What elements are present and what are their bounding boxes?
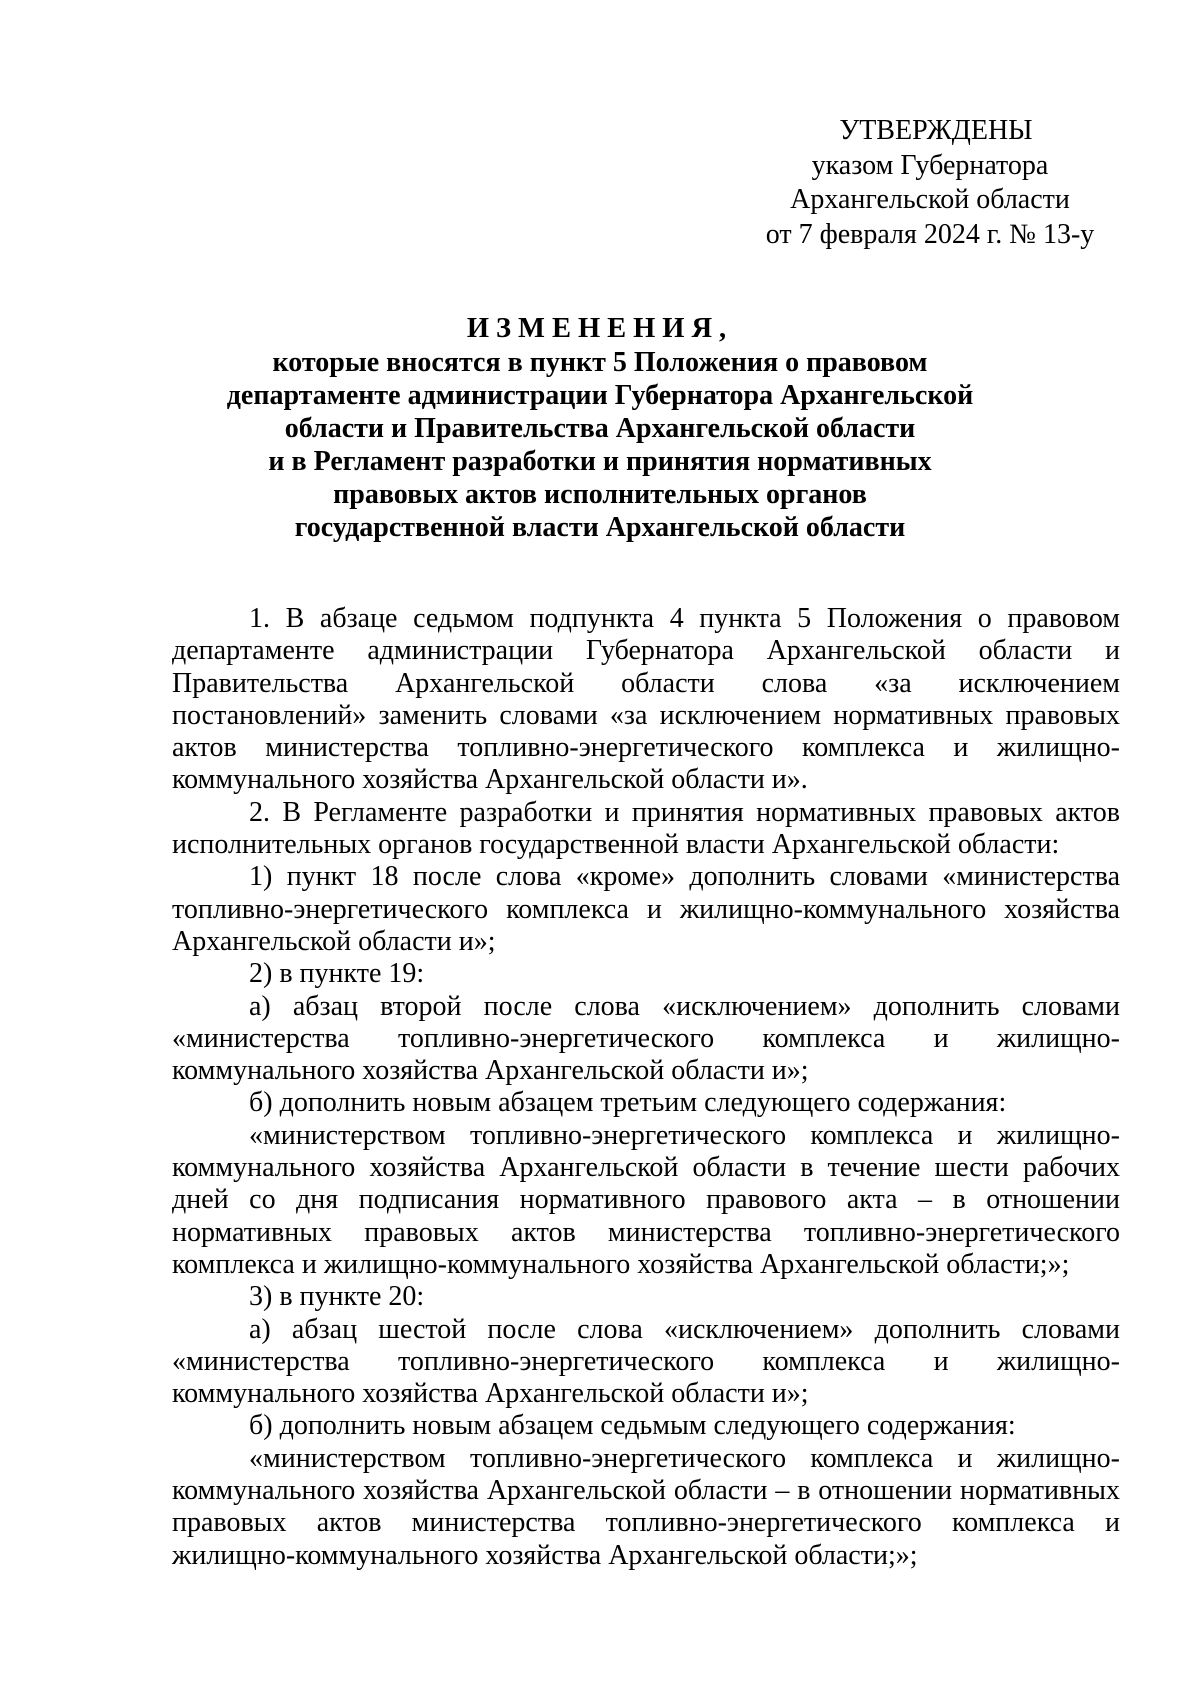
paragraph: 3) в пункте 20: <box>249 1281 425 1313</box>
paragraph: б) дополнить новым абзацем седьмым следующего содержания: <box>249 1410 1016 1442</box>
heading-line: департаменте администрации Губернатора Архангельской <box>226 380 974 411</box>
paragraph: а) абзац шестой после слова «исключением» дополнить словами «министерства топливно-энергетического комплекса и жилищно-коммунального хозяйства Архангельской области и»; <box>172 1313 1120 1410</box>
paragraph: 2. В Регламенте разработки и принятия нормативных правовых актов исполнительных органов государственной власти Архангельской области: <box>172 796 1120 861</box>
document-heading <box>150 312 1050 544</box>
approval-title: УТВЕРЖДЕНЫ <box>839 115 1033 146</box>
approval-region: Архангельской области <box>790 184 1070 215</box>
heading-line: и в Регламент разработки и принятия нормативных <box>268 446 932 477</box>
approval-date-number: от 7 февраля 2024 г. № 13-у <box>765 218 1095 250</box>
heading-line: которые вносятся в пункт 5 Положения о правовом <box>272 347 928 378</box>
paragraph: б) дополнить новым абзацем третьим следующего содержания: <box>249 1087 1007 1119</box>
paragraph: 1. В абзаце седьмом подпункта 4 пункта 5 Положения о правовом департаменте администрации Губернатора Архангельской области и Правительства Архангельской области слова «за исключением постановлений» заменить словами «за исключением нормативных правовых актов министерства топливно-энергетического комплекса и жилищно-коммунального хозяйства Архангельской области и». <box>172 603 1120 796</box>
document-body <box>172 603 1120 1572</box>
approval-stamp-block <box>760 114 1100 252</box>
paragraph: «министерством топливно-энергетического комплекса и жилищно-коммунального хозяйства Архангельской области – в отношении нормативных правовых актов министерства топливно-энергетического комплекса и жилищно-коммунального хозяйства Архангельской области;»; <box>172 1442 1120 1571</box>
heading-line: государственной власти Архангельской области <box>294 512 906 543</box>
paragraph: 2) в пункте 19: <box>249 958 425 990</box>
paragraph: «министерством топливно-энергетического комплекса и жилищно-коммунального хозяйства Архангельской области в течение шести рабочих дней со дня подписания нормативного правового акта – в отношении нормативных правовых актов министерства топливно-энергетического комплекса и жилищно-коммунального хозяйства Архангельской области;»; <box>172 1119 1120 1280</box>
heading-line: правовых актов исполнительных органов <box>333 479 867 510</box>
heading-line: области и Правительства Архангельской области <box>284 413 916 444</box>
document-title: ИЗМЕНЕНИЯ, <box>466 313 734 344</box>
paragraph: а) абзац второй после слова «исключением» дополнить словами «министерства топливно-энергетического комплекса и жилищно-коммунального хозяйства Архангельской области и»; <box>172 990 1120 1087</box>
approval-issuer: указом Губернатора <box>811 149 1049 181</box>
paragraph: 1) пункт 18 после слова «кроме» дополнить словами «министерства топливно-энергетического комплекса и жилищно-коммунального хозяйства Архангельской области и»; <box>172 861 1120 957</box>
